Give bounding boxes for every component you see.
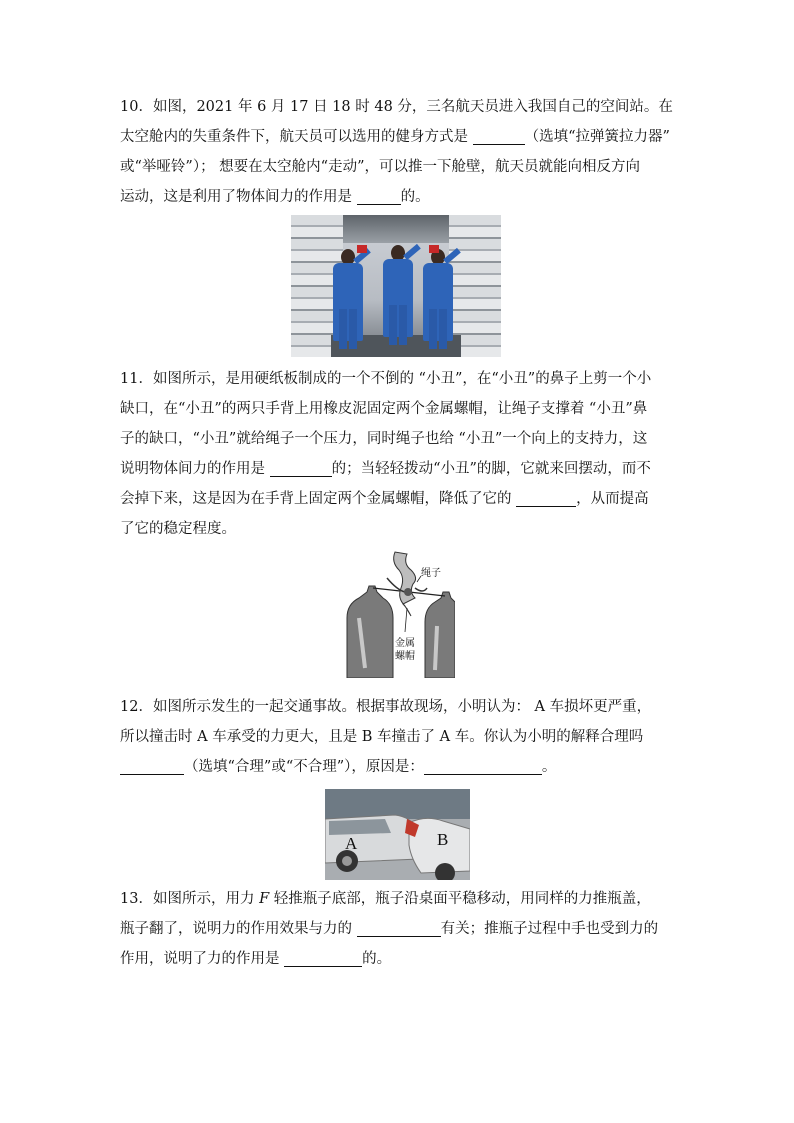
q10-line-3: 或“举哑铃”）； 想要在太空舱内“走动”，可以推一下舱壁，航天员就能向相反方向	[120, 159, 641, 175]
astronaut-center	[383, 245, 413, 345]
astronaut-left	[333, 249, 363, 349]
car-a-window	[329, 819, 391, 835]
astronaut-right	[423, 249, 453, 349]
rope-label: 绳子	[421, 568, 441, 579]
q11-line-6: 了它的稳定程度。	[120, 521, 236, 537]
car-accident-svg	[325, 789, 470, 880]
clown-diagram	[345, 548, 455, 678]
car-a-hub-icon	[342, 856, 352, 866]
car-a-label: A	[345, 834, 358, 853]
q11-line-5-text: 会掉下来，这是因为在手背上固定两个金属螺帽，降低了它的	[120, 491, 517, 507]
q13-line-3-end: 的。	[362, 951, 392, 967]
q11-line-3: 子的缺口，“小丑”就给绳子一个压力，同时绳子也给 “小丑”一个向上的支持力，这	[120, 431, 648, 447]
flag-patch-icon	[429, 245, 439, 253]
question-11	[120, 364, 680, 544]
car-accident-photo	[325, 789, 470, 880]
background-wall	[325, 789, 470, 819]
q11-line-5-end: ，从而提高	[576, 491, 649, 507]
q11-line-4-text: 说明物体间力的作用是	[120, 461, 270, 477]
q13-line-2-end: 有关；推瓶子过程中手也受到力的	[440, 921, 659, 937]
q13-blank-2[interactable]	[284, 950, 362, 967]
car-b-label: B	[437, 830, 449, 849]
q12-line-3-text: （选填“合理”或“不合理”），原因是：	[184, 759, 424, 775]
q10-line-2-text: 太空舱内的失重条件下，航天员可以选用的健身方式是	[120, 129, 473, 145]
nut-pointer	[405, 608, 407, 632]
q13-line-3-text: 作用，说明了力的作用是	[120, 951, 285, 967]
bottle-left	[347, 586, 393, 678]
q12-line-2: 所以撞击时 A 车承受的力更大，且是 B 车撞击了 A 车。你认为小明的解释合理吗	[120, 729, 644, 745]
q10-blank-1[interactable]	[473, 128, 525, 145]
q10-line-4-end: 的。	[400, 189, 430, 205]
q10-line-2-hint: （选填“拉弹簧拉力器”	[524, 129, 670, 145]
q11-line-2: 缺口，在“小丑”的两只手背上用橡皮泥固定两个金属螺帽，让绳子支撑着 “小丑”鼻	[120, 401, 648, 417]
clown-nose-icon	[404, 588, 412, 596]
q11-blank-1[interactable]	[270, 460, 332, 477]
clown-figure	[394, 552, 416, 616]
q10-line-4-text: 运动，这是利用了物体间力的作用是	[120, 189, 357, 205]
force-symbol: F	[259, 891, 270, 907]
bottle-right	[425, 592, 455, 678]
q11-line-1: 11．如图所示，是用硬纸板制成的一个不倒的 “小丑”，在“小丑”的鼻子上剪一个小	[120, 371, 652, 387]
q11-blank-2[interactable]	[516, 490, 576, 507]
q10-blank-2[interactable]	[357, 188, 401, 205]
q10-line-1: 10．如图，2021 年 6 月 17 日 18 时 48 分，三名航天员进入我国自己的空间站。在	[120, 99, 673, 115]
q13-line-1-text: 13．如图所示，用力	[120, 891, 260, 907]
space-station-photo	[291, 215, 501, 357]
station-ceiling	[343, 215, 449, 243]
q13-blank-1[interactable]	[357, 920, 441, 937]
clown-diagram-svg	[345, 548, 455, 678]
q12-line-3-end: 。	[541, 759, 557, 775]
question-10	[120, 92, 680, 212]
q12-blank-2[interactable]	[424, 758, 542, 775]
q12-line-1: 12．如图所示发生的一起交通事故。根据事故现场，小明认为： A 车损坏更严重，	[120, 699, 652, 715]
q13-line-1-rest: 轻推瓶子底部，瓶子沿桌面平稳移动，用同样的力推瓶盖，	[269, 891, 651, 907]
q12-blank-1[interactable]	[120, 758, 184, 775]
q11-line-4-end: 的；当轻轻拨动“小丑”的脚，它就来回摆动，而不	[331, 461, 651, 477]
flag-patch-icon	[357, 245, 367, 253]
bottle-right-highlight	[435, 626, 437, 670]
nut-label-1: 金属	[395, 638, 415, 649]
question-12	[120, 692, 680, 782]
nut-label-2: 螺帽	[395, 651, 415, 662]
question-13	[120, 884, 680, 974]
q13-line-2-text: 瓶子翻了，说明力的作用效果与力的	[120, 921, 357, 937]
